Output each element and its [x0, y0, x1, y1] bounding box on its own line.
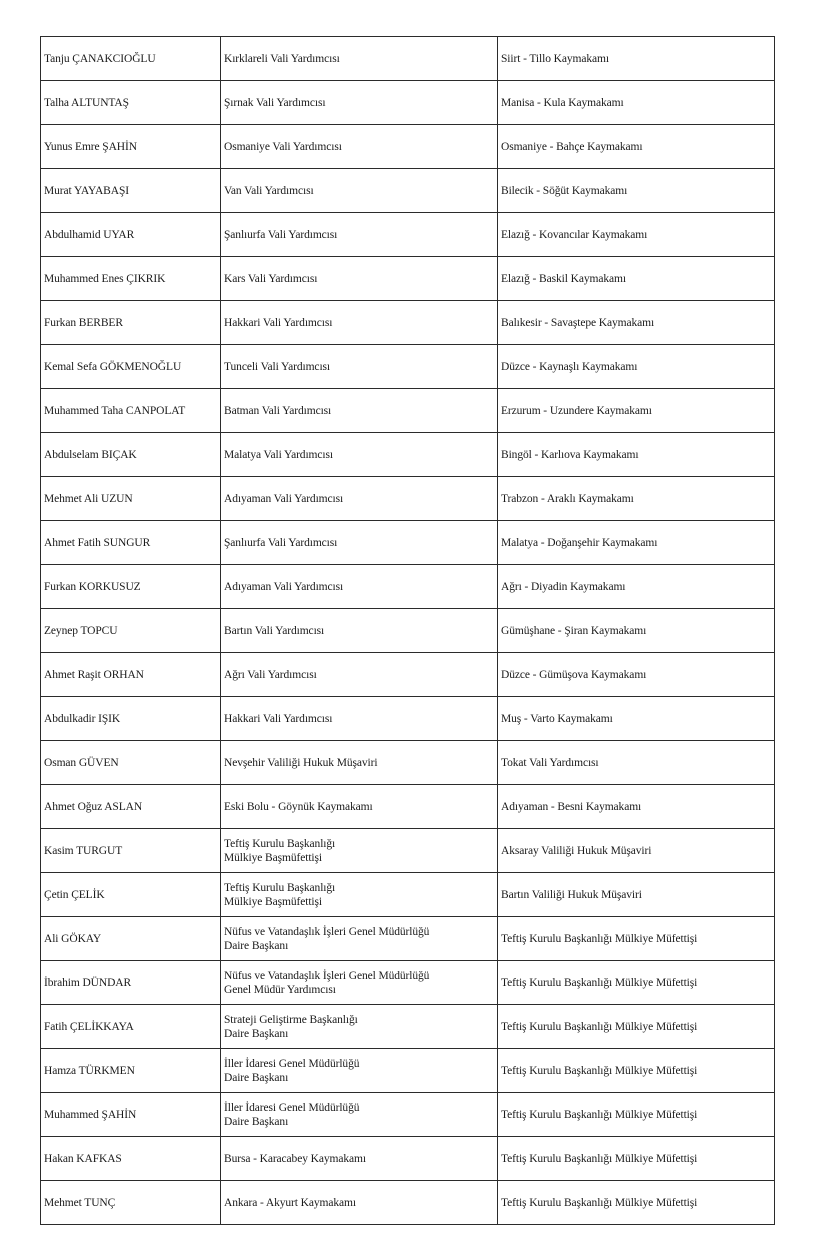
current-position-line: Şanlıurfa Vali Yardımcısı	[224, 536, 338, 549]
current-position-cell	[221, 741, 498, 785]
current-position-line: Malatya Vali Yardımcısı	[224, 448, 333, 461]
current-position-line: Eski Bolu - Göynük Kaymakamı	[224, 800, 373, 813]
new-position-cell: Teftiş Kurulu Başkanlığı Mülkiye Müfettişi	[498, 1049, 775, 1093]
current-position-line: Adıyaman Vali Yardımcısı	[224, 580, 344, 593]
current-position-line: Ağrı Vali Yardımcısı	[224, 668, 317, 681]
new-position-cell: Elazığ - Baskil Kaymakamı	[498, 257, 775, 301]
current-position-cell	[221, 433, 498, 477]
current-position-cell	[221, 829, 498, 873]
new-position-cell: Elazığ - Kovancılar Kaymakamı	[498, 213, 775, 257]
appointments-table	[40, 36, 775, 1225]
current-position-line: Osmaniye Vali Yardımcısı	[224, 140, 342, 153]
person-name-cell: Muhammed Taha CANPOLAT	[41, 389, 221, 433]
current-position-line: Teftiş Kurulu Başkanlığı	[224, 837, 336, 850]
current-position-line: Bartın Vali Yardımcısı	[224, 624, 325, 637]
table-row	[41, 1181, 775, 1225]
table-row	[41, 1049, 775, 1093]
current-position-cell	[221, 1181, 498, 1225]
current-position-line: İller İdaresi Genel Müdürlüğü	[224, 1101, 360, 1114]
current-position-line: Bursa - Karacabey Kaymakamı	[224, 1152, 366, 1165]
person-name-cell: Mehmet TUNÇ	[41, 1181, 221, 1225]
current-position-cell	[221, 1049, 498, 1093]
person-name-cell: Ahmet Fatih SUNGUR	[41, 521, 221, 565]
table-row	[41, 1137, 775, 1181]
new-position-cell: Aksaray Valiliği Hukuk Müşaviri	[498, 829, 775, 873]
new-position-cell: Düzce - Gümüşova Kaymakamı	[498, 653, 775, 697]
current-position-line: İller İdaresi Genel Müdürlüğü	[224, 1057, 360, 1070]
current-position-line: Ankara - Akyurt Kaymakamı	[224, 1196, 356, 1209]
table-row	[41, 521, 775, 565]
current-position-cell	[221, 1093, 498, 1137]
current-position-cell	[221, 521, 498, 565]
table-row	[41, 829, 775, 873]
new-position-cell: Teftiş Kurulu Başkanlığı Mülkiye Müfettişi	[498, 1093, 775, 1137]
person-name-cell: Abdulkadir IŞIK	[41, 697, 221, 741]
current-position-cell	[221, 873, 498, 917]
current-position-cell	[221, 257, 498, 301]
current-position-line: Şanlıurfa Vali Yardımcısı	[224, 228, 338, 241]
person-name-cell: Zeynep TOPCU	[41, 609, 221, 653]
table-row	[41, 609, 775, 653]
person-name-cell: Kemal Sefa GÖKMENOĞLU	[41, 345, 221, 389]
current-position-line: Daire Başkanı	[224, 1027, 289, 1040]
current-position-cell	[221, 81, 498, 125]
table-row	[41, 169, 775, 213]
new-position-cell: Muş - Varto Kaymakamı	[498, 697, 775, 741]
table-row	[41, 917, 775, 961]
current-position-cell	[221, 345, 498, 389]
table-row	[41, 37, 775, 81]
person-name-cell: Muhammed ŞAHİN	[41, 1093, 221, 1137]
new-position-cell: Erzurum - Uzundere Kaymakamı	[498, 389, 775, 433]
person-name-cell: Talha ALTUNTAŞ	[41, 81, 221, 125]
table-row	[41, 477, 775, 521]
appointments-table-body	[41, 37, 775, 1225]
current-position-line: Genel Müdür Yardımcısı	[224, 983, 336, 996]
new-position-cell: Gümüşhane - Şiran Kaymakamı	[498, 609, 775, 653]
person-name-cell: Abdulhamid UYAR	[41, 213, 221, 257]
current-position-line: Nevşehir Valiliği Hukuk Müşaviri	[224, 756, 378, 769]
current-position-cell	[221, 609, 498, 653]
new-position-cell: Bartın Valiliği Hukuk Müşaviri	[498, 873, 775, 917]
current-position-line: Daire Başkanı	[224, 1115, 289, 1128]
table-row	[41, 257, 775, 301]
new-position-cell: Adıyaman - Besni Kaymakamı	[498, 785, 775, 829]
person-name-cell: Çetin ÇELİK	[41, 873, 221, 917]
table-row	[41, 389, 775, 433]
current-position-cell	[221, 565, 498, 609]
person-name-cell: Abdulselam BIÇAK	[41, 433, 221, 477]
table-row	[41, 961, 775, 1005]
current-position-cell	[221, 169, 498, 213]
person-name-cell: Furkan KORKUSUZ	[41, 565, 221, 609]
current-position-cell	[221, 785, 498, 829]
person-name-cell: Mehmet Ali UZUN	[41, 477, 221, 521]
current-position-line: Şırnak Vali Yardımcısı	[224, 96, 326, 109]
current-position-line: Daire Başkanı	[224, 1071, 289, 1084]
current-position-line: Mülkiye Başmüfettişi	[224, 895, 322, 908]
person-name-cell: Furkan BERBER	[41, 301, 221, 345]
new-position-cell: Bingöl - Karlıova Kaymakamı	[498, 433, 775, 477]
new-position-cell: Teftiş Kurulu Başkanlığı Mülkiye Müfettişi	[498, 917, 775, 961]
table-row	[41, 345, 775, 389]
person-name-cell: İbrahim DÜNDAR	[41, 961, 221, 1005]
table-row	[41, 81, 775, 125]
current-position-line: Adıyaman Vali Yardımcısı	[224, 492, 344, 505]
table-row	[41, 741, 775, 785]
current-position-cell	[221, 389, 498, 433]
new-position-cell: Bilecik - Söğüt Kaymakamı	[498, 169, 775, 213]
current-position-line: Teftiş Kurulu Başkanlığı	[224, 881, 336, 894]
new-position-cell: Malatya - Doğanşehir Kaymakamı	[498, 521, 775, 565]
current-position-cell	[221, 213, 498, 257]
current-position-line: Kırklareli Vali Yardımcısı	[224, 52, 340, 65]
current-position-line: Mülkiye Başmüfettişi	[224, 851, 322, 864]
person-name-cell: Hakan KAFKAS	[41, 1137, 221, 1181]
table-row	[41, 653, 775, 697]
current-position-cell	[221, 961, 498, 1005]
new-position-cell: Teftiş Kurulu Başkanlığı Mülkiye Müfettişi	[498, 1137, 775, 1181]
new-position-cell: Manisa - Kula Kaymakamı	[498, 81, 775, 125]
table-row	[41, 1005, 775, 1049]
person-name-cell: Ahmet Oğuz ASLAN	[41, 785, 221, 829]
document-page	[40, 36, 774, 1225]
current-position-line: Van Vali Yardımcısı	[224, 184, 314, 197]
person-name-cell: Tanju ÇANAKCIOĞLU	[41, 37, 221, 81]
current-position-line: Hakkari Vali Yardımcısı	[224, 712, 333, 725]
person-name-cell: Osman GÜVEN	[41, 741, 221, 785]
current-position-cell	[221, 301, 498, 345]
table-row	[41, 873, 775, 917]
new-position-cell: Osmaniye - Bahçe Kaymakamı	[498, 125, 775, 169]
current-position-cell	[221, 917, 498, 961]
current-position-cell	[221, 653, 498, 697]
current-position-line: Nüfus ve Vatandaşlık İşleri Genel Müdürlüğü	[224, 969, 430, 982]
new-position-cell: Balıkesir - Savaştepe Kaymakamı	[498, 301, 775, 345]
current-position-cell	[221, 1005, 498, 1049]
current-position-cell	[221, 37, 498, 81]
current-position-line: Daire Başkanı	[224, 939, 289, 952]
current-position-line: Hakkari Vali Yardımcısı	[224, 316, 333, 329]
table-row	[41, 1093, 775, 1137]
person-name-cell: Ahmet Raşit ORHAN	[41, 653, 221, 697]
new-position-cell: Siirt - Tillo Kaymakamı	[498, 37, 775, 81]
table-row	[41, 697, 775, 741]
new-position-cell: Tokat Vali Yardımcısı	[498, 741, 775, 785]
current-position-cell	[221, 477, 498, 521]
person-name-cell: Muhammed Enes ÇIKRIK	[41, 257, 221, 301]
person-name-cell: Ali GÖKAY	[41, 917, 221, 961]
current-position-line: Kars Vali Yardımcısı	[224, 272, 318, 285]
person-name-cell: Yunus Emre ŞAHİN	[41, 125, 221, 169]
person-name-cell: Murat YAYABAŞI	[41, 169, 221, 213]
table-row	[41, 785, 775, 829]
current-position-line: Batman Vali Yardımcısı	[224, 404, 332, 417]
current-position-cell	[221, 125, 498, 169]
current-position-cell	[221, 697, 498, 741]
person-name-cell: Fatih ÇELİKKAYA	[41, 1005, 221, 1049]
current-position-line: Nüfus ve Vatandaşlık İşleri Genel Müdürlüğü	[224, 925, 430, 938]
current-position-cell	[221, 1137, 498, 1181]
table-row	[41, 565, 775, 609]
person-name-cell: Hamza TÜRKMEN	[41, 1049, 221, 1093]
table-row	[41, 433, 775, 477]
current-position-line: Tunceli Vali Yardımcısı	[224, 360, 331, 373]
new-position-cell: Teftiş Kurulu Başkanlığı Mülkiye Müfettişi	[498, 1181, 775, 1225]
new-position-cell: Trabzon - Araklı Kaymakamı	[498, 477, 775, 521]
new-position-cell: Teftiş Kurulu Başkanlığı Mülkiye Müfettişi	[498, 1005, 775, 1049]
new-position-cell: Ağrı - Diyadin Kaymakamı	[498, 565, 775, 609]
new-position-cell: Düzce - Kaynaşlı Kaymakamı	[498, 345, 775, 389]
person-name-cell: Kasim TURGUT	[41, 829, 221, 873]
new-position-cell: Teftiş Kurulu Başkanlığı Mülkiye Müfettişi	[498, 961, 775, 1005]
current-position-line: Strateji Geliştirme Başkanlığı	[224, 1013, 358, 1026]
table-row	[41, 301, 775, 345]
table-row	[41, 125, 775, 169]
table-row	[41, 213, 775, 257]
